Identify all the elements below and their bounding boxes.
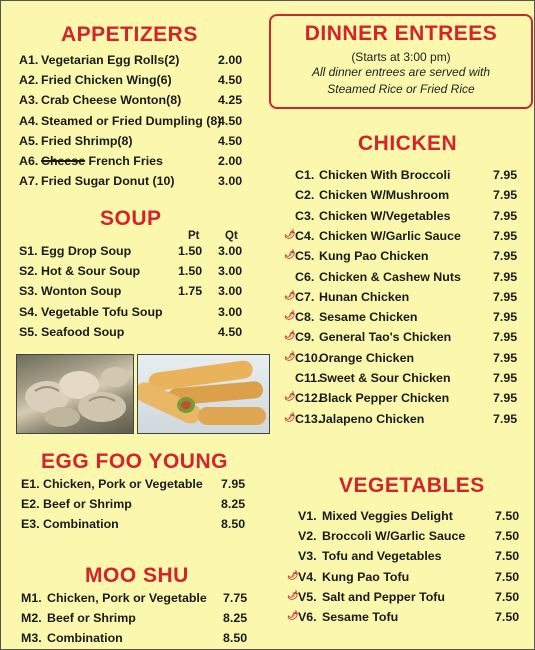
item-name-text: French Fries (88, 154, 163, 168)
moo_shu-item (21, 611, 271, 627)
item-price: 7.95 (493, 228, 518, 243)
item-name: Combination (43, 517, 119, 531)
item-name: Hot & Sour Soup (41, 264, 141, 279)
chicken-item (295, 270, 525, 286)
item-name: Mixed Veggies Delight (322, 509, 453, 523)
item-name: Jalapeno Chicken (319, 411, 425, 426)
item-code: C7. (295, 289, 315, 304)
chicken-item (295, 168, 525, 184)
vegetables-item (287, 589, 526, 606)
dinner-entrees-subtitle: (Starts at 3:00 pm) (351, 50, 451, 64)
item-code: E3. (21, 517, 40, 531)
item-name: Vegetarian Egg Rolls(2) (41, 53, 180, 67)
egg-rolls-photo (137, 354, 270, 434)
vegetables-item (298, 549, 526, 565)
item-name: General Tao's Chicken (319, 330, 452, 345)
item-name: Combination (47, 631, 123, 645)
chicken-item (284, 249, 525, 265)
item-code: A7. (19, 174, 39, 189)
item-name: Salt and Pepper Tofu (322, 589, 445, 604)
item-name (41, 154, 163, 168)
item-name: Chicken, Pork or Vegetable (47, 591, 207, 605)
item-name: Chicken With Broccoli (319, 168, 451, 182)
item-price: 7.50 (495, 589, 520, 604)
chili-pepper-icon: 🌶 (287, 610, 299, 620)
item-name: Sweet & Sour Chicken (319, 371, 451, 385)
item-price: 7.50 (495, 610, 520, 624)
appetizers-item (19, 73, 269, 89)
item-name: Steamed or Fried Dumpling (8) (41, 113, 222, 128)
chicken-item (284, 411, 525, 428)
item-name: Vegetable Tofu Soup (41, 304, 163, 319)
appetizers-item (19, 93, 269, 109)
dumplings-photo (16, 354, 134, 434)
item-name: Sesame Chicken (319, 310, 418, 325)
item-price: 7.50 (495, 569, 520, 584)
item-name: Fried Chicken Wing(6) (41, 73, 172, 88)
item-name: Beef or Shrimp (47, 611, 136, 625)
dinner-entrees-note-2: Steamed Rice or Fried Rice (327, 82, 475, 96)
chili-pepper-icon: 🌶 (284, 350, 296, 361)
appetizers-item (19, 114, 269, 130)
item-price-pt: 1.50 (178, 244, 203, 258)
soup-item (19, 264, 269, 280)
item-price: 8.50 (223, 631, 248, 645)
item-price-qt: 3.00 (218, 264, 243, 279)
item-code: C2. (295, 188, 315, 203)
item-price: 7.95 (221, 477, 246, 491)
item-code: A2. (19, 73, 39, 88)
appetizers-item (19, 53, 269, 69)
item-price-qt: 4.50 (218, 324, 243, 339)
item-name: Chicken, Pork or Vegetable (43, 477, 203, 491)
item-code: M1. (21, 591, 42, 605)
item-code: S2. (19, 264, 38, 279)
item-price: 7.95 (493, 330, 518, 345)
vegetables-item (287, 610, 526, 626)
item-code: A4. (19, 113, 39, 128)
item-code: C3. (295, 208, 315, 223)
item-code: V1. (298, 509, 317, 523)
chicken-item (295, 188, 525, 204)
item-price: 4.50 (218, 73, 243, 88)
item-name: Sesame Tofu (322, 610, 399, 624)
item-code: C12. (295, 391, 322, 406)
chili-pepper-icon: 🌶 (284, 249, 296, 260)
appetizers-heading: APPETIZERS (61, 23, 198, 46)
item-price: 7.95 (493, 289, 518, 304)
item-code: S4. (19, 304, 38, 319)
item-code: C5. (295, 249, 315, 264)
vegetables-heading: VEGETABLES (339, 474, 485, 497)
soup-item (19, 244, 269, 260)
egg_foo_young-item (21, 497, 271, 513)
crossed-out-word: Cheese (41, 154, 86, 168)
dinner-entrees-heading: DINNER ENTREES (304, 22, 498, 45)
item-price: 7.95 (493, 188, 518, 203)
item-price: 7.95 (493, 411, 518, 426)
chicken-heading: CHICKEN (358, 132, 458, 155)
item-price: 3.00 (218, 174, 243, 189)
vegetables-item (298, 529, 526, 545)
item-price: 4.50 (218, 133, 243, 148)
item-price: 8.25 (223, 611, 248, 625)
item-price: 8.50 (221, 517, 246, 531)
item-code: V3. (298, 549, 317, 564)
item-price: 4.25 (218, 93, 243, 108)
chili-pepper-icon: 🌶 (284, 411, 296, 422)
item-code: C10. (295, 350, 322, 365)
item-name: Seafood Soup (41, 324, 125, 339)
item-name: Kung Pao Tofu (322, 569, 410, 584)
item-code: M3. (21, 631, 42, 645)
moo-shu-heading: MOO SHU (85, 564, 189, 587)
item-price-qt: 3.00 (218, 304, 243, 319)
item-name: Fried Shrimp(8) (41, 133, 133, 148)
item-name: Orange Chicken (319, 350, 415, 365)
item-name: Chicken & Cashew Nuts (319, 269, 461, 284)
item-name: Crab Cheese Wonton(8) (41, 93, 182, 108)
item-price-pt: 1.75 (178, 284, 203, 299)
item-price: 2.00 (218, 53, 243, 67)
moo_shu-item (21, 591, 271, 607)
chicken-item (284, 289, 525, 306)
item-code: S5. (19, 324, 38, 339)
chicken-item (284, 228, 525, 245)
item-name: Chicken W/Vegetables (319, 208, 451, 223)
chicken-item (284, 330, 525, 346)
item-name: Black Pepper Chicken (319, 391, 450, 406)
item-price: 7.95 (493, 168, 518, 182)
soup-item (19, 325, 269, 341)
egg_foo_young-item (21, 517, 271, 533)
item-price: 7.95 (493, 391, 518, 406)
appetizers-item (19, 154, 269, 170)
item-name: Fried Sugar Donut (10) (41, 174, 175, 189)
item-name: Chicken W/Mushroom (319, 188, 450, 203)
dinner-entrees-note-1: All dinner entrees are served with (311, 65, 491, 79)
soup-heading: SOUP (100, 207, 162, 230)
item-name: Kung Pao Chicken (319, 249, 429, 264)
item-code: A6. (19, 154, 39, 168)
soup-item (19, 284, 269, 300)
item-name: Wonton Soup (41, 284, 122, 299)
item-code: A1. (19, 53, 39, 67)
item-code: C4. (295, 228, 315, 243)
item-code: C1. (295, 168, 315, 182)
item-price: 7.50 (495, 549, 520, 564)
item-price-qt: 3.00 (218, 244, 243, 258)
item-price-pt: 1.50 (178, 264, 203, 279)
appetizers-item (19, 174, 269, 190)
chili-pepper-icon: 🌶 (284, 289, 296, 300)
item-name: Hunan Chicken (319, 289, 410, 304)
chili-pepper-icon: 🌶 (284, 391, 296, 402)
item-code: V5. (298, 589, 317, 604)
item-price: 4.50 (218, 113, 243, 128)
dinner-entrees-box (269, 14, 533, 109)
chicken-item (284, 310, 525, 326)
item-price: 7.95 (493, 310, 518, 325)
item-code: C13. (295, 411, 322, 426)
chicken-item (295, 371, 525, 387)
item-code: V2. (298, 529, 317, 544)
item-code: A5. (19, 133, 39, 148)
item-price: 7.95 (493, 269, 518, 284)
item-code: V4. (298, 569, 317, 584)
item-price: 7.50 (495, 509, 520, 523)
chili-pepper-icon: 🌶 (287, 589, 299, 600)
vegetables-item (298, 509, 526, 525)
soup-item (19, 305, 269, 321)
chili-pepper-icon: 🌶 (284, 310, 296, 321)
item-code: M2. (21, 611, 42, 625)
egg_foo_young-item (21, 477, 271, 493)
moo_shu-item (21, 631, 271, 647)
item-price: 7.50 (495, 529, 520, 544)
item-code: E1. (21, 477, 40, 491)
item-price: 7.75 (223, 591, 248, 605)
item-code: C8. (295, 310, 315, 325)
chili-pepper-icon: 🌶 (287, 569, 299, 580)
egg-foo-young-heading: EGG FOO YOUNG (41, 450, 228, 473)
vegetables-item (287, 569, 526, 586)
chicken-item (295, 209, 525, 225)
chicken-item (284, 391, 525, 407)
item-name: Egg Drop Soup (41, 244, 132, 258)
item-price-qt: 3.00 (218, 284, 243, 299)
soup-col-qt: Qt (225, 230, 238, 242)
item-name: Tofu and Vegetables (322, 549, 442, 564)
item-price: 7.95 (493, 350, 518, 365)
item-code: E2. (21, 497, 40, 511)
chili-pepper-icon: 🌶 (284, 228, 296, 239)
item-code: C6. (295, 269, 315, 284)
item-name: Broccoli W/Garlic Sauce (322, 529, 466, 544)
item-code: S1. (19, 244, 38, 258)
item-code: V6. (298, 610, 317, 624)
item-code: S3. (19, 284, 38, 299)
item-code: C9. (295, 330, 315, 345)
item-price: 2.00 (218, 154, 243, 168)
chicken-item (284, 350, 525, 367)
item-price: 7.95 (493, 249, 518, 264)
appetizers-item (19, 134, 269, 150)
item-name: Beef or Shrimp (43, 497, 132, 511)
item-price: 7.95 (493, 371, 518, 385)
chili-pepper-icon: 🌶 (284, 330, 296, 341)
item-price: 7.95 (493, 208, 518, 223)
item-code: C11. (295, 371, 321, 385)
item-price: 8.25 (221, 497, 246, 511)
soup-col-pt: Pt (188, 230, 200, 242)
item-name: Chicken W/Garlic Sauce (319, 228, 461, 243)
item-code: A3. (19, 93, 39, 108)
